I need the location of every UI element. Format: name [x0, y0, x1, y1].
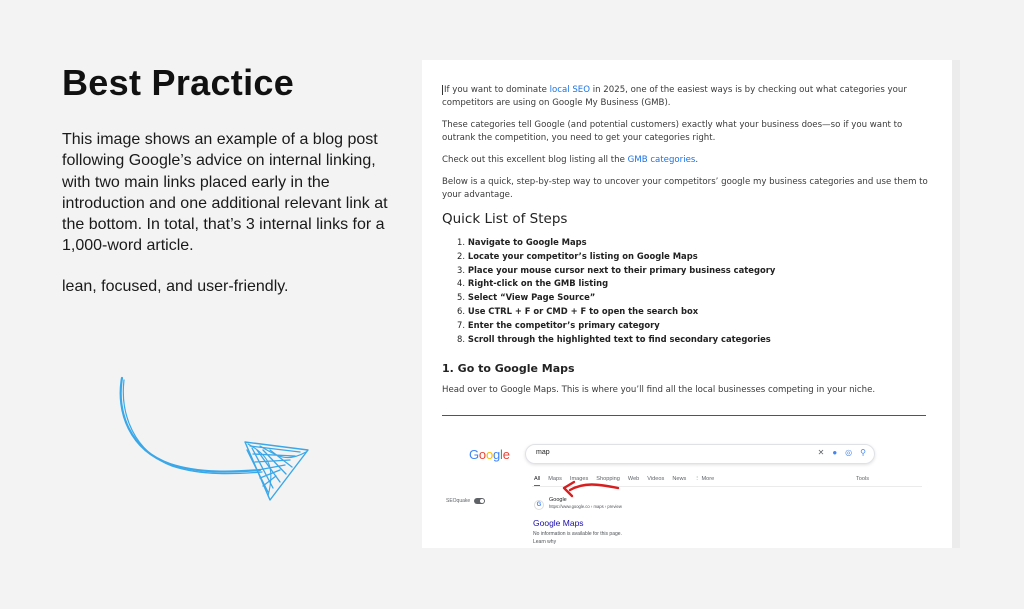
tools-button[interactable]: Tools — [856, 476, 870, 482]
categories-paragraph: These categories tell Google (and potential customers) exactly what your business does—so if you want to outrank the competition, you need to get your categories right. — [442, 120, 903, 143]
seoquake-toggle[interactable]: SEOquake — [446, 498, 485, 504]
list-item: 3. Place your mouse cursor next to their primary business category — [457, 264, 776, 275]
steps-heading: Quick List of Steps — [442, 211, 568, 227]
tab-all[interactable]: All — [534, 476, 540, 486]
clear-icon[interactable]: ✕ — [817, 448, 825, 457]
search-icon[interactable]: ⚲ — [860, 448, 866, 457]
list-item: 7. Enter the competitor’s primary category — [457, 319, 660, 330]
tab-videos[interactable]: Videos — [647, 476, 665, 482]
list-item: 5. Select “View Page Source” — [457, 292, 596, 303]
blog-link-paragraph: Check out this excellent blog listing all the GMB categories. — [442, 155, 699, 165]
lens-icon[interactable]: ◎ — [845, 448, 853, 457]
list-item: 8. Scroll through the highlighted text to find secondary categories — [457, 333, 771, 344]
search-input[interactable] — [525, 444, 875, 464]
hand-drawn-arrow-icon — [110, 372, 320, 507]
steps-list — [442, 236, 932, 346]
blog-screenshot-panel — [422, 60, 960, 548]
google-search-screenshot — [442, 440, 932, 548]
result-url: https://www.google.co › maps › preview — [549, 504, 622, 509]
list-item: 6. Use CTRL + F or CMD + F to open the search box — [457, 305, 699, 316]
result-site-name: Google — [549, 497, 567, 503]
tab-maps[interactable]: Maps — [548, 476, 562, 482]
section-paragraph: Head over to Google Maps. This is where you’ll find all the local businesses competing in your niche. — [442, 385, 876, 396]
search-query: map — [536, 449, 550, 456]
google-logo: Google — [469, 447, 510, 462]
below-paragraph: Below is a quick, step-by-step way to uncover your competitors’ google my business categories and use them to your advantage. — [442, 177, 928, 200]
internal-link-gmb-categories[interactable]: GMB categories — [627, 155, 696, 165]
google-favicon-icon: G — [534, 500, 544, 510]
tab-images[interactable]: Images — [569, 476, 589, 482]
intro-paragraph: If you want to dominate local SEO in 2025, one of the easiest ways is by checking out what categories your competitors are using on Google My Business (GMB). — [442, 85, 907, 108]
section-heading: 1. Go to Google Maps — [442, 362, 575, 376]
article-content — [442, 84, 932, 416]
tab-news[interactable]: News — [672, 476, 687, 482]
result-title-link[interactable]: Google Maps — [533, 518, 584, 528]
list-item: 1. Navigate to Google Maps — [457, 237, 587, 247]
tab-web[interactable]: Web — [627, 476, 640, 482]
divider — [442, 415, 926, 416]
description-text: This image shows an example of a blog post following Google’s advice on internal linking, with two main links placed early in the introduction and one additional relevant link at the bottom. In total, that’s 3 internal links for a 1,000-word article. — [62, 131, 388, 255]
microphone-icon[interactable]: ● — [832, 448, 838, 457]
internal-link-local-seo[interactable]: local SEO — [549, 85, 590, 95]
learn-why-link[interactable]: Learn why — [533, 539, 557, 545]
list-item: 2. Locate your competitor’s listing on Google Maps — [457, 250, 698, 261]
result-snippet: No information is available for this page. — [533, 531, 622, 537]
tagline-text: lean, focused, and user-friendly. — [62, 278, 289, 295]
tab-more[interactable]: ⋮ More — [694, 476, 715, 482]
page-title: Best Practice — [62, 62, 295, 103]
tab-shopping[interactable]: Shopping — [596, 476, 620, 482]
list-item: 4. Right-click on the GMB listing — [457, 278, 609, 289]
red-annotation-arrow-icon — [560, 478, 620, 504]
